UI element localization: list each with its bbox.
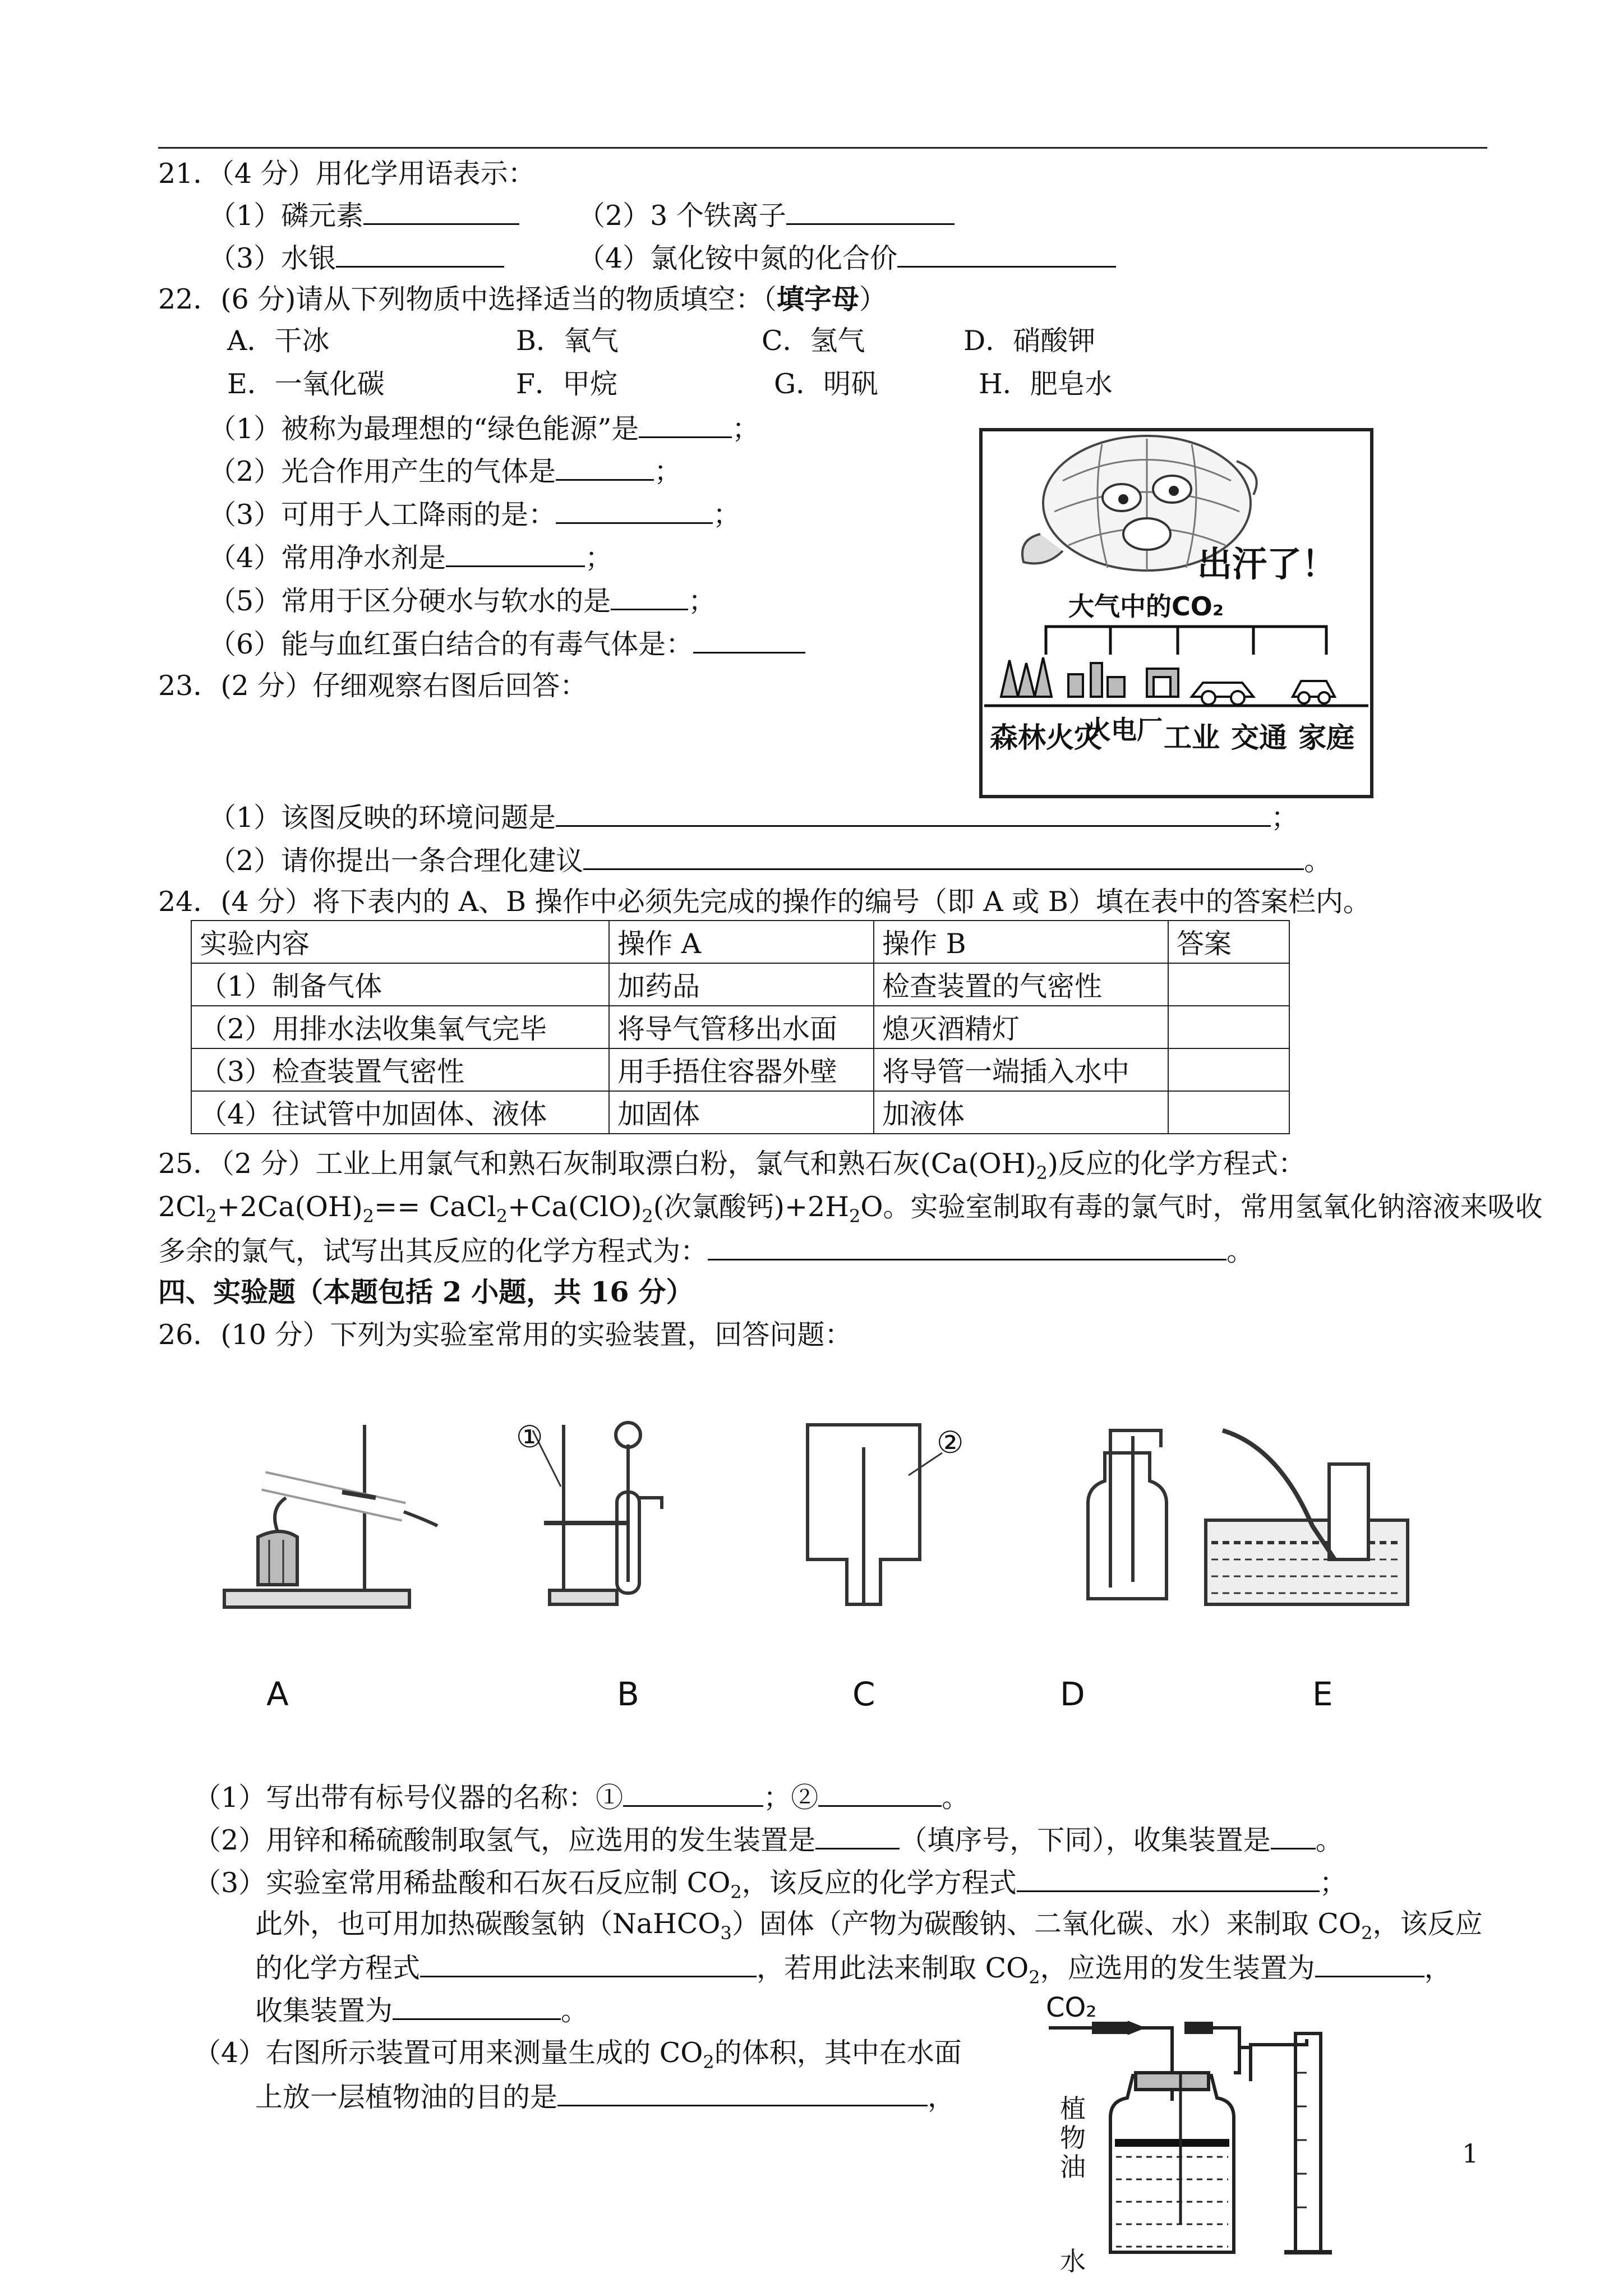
table-row	[191, 1048, 1289, 1091]
svg-text:CO₂: CO₂	[1046, 1992, 1097, 2023]
svg-text:D: D	[1060, 1675, 1085, 1713]
q22-item-5: （5）常用于区分硬水与软水的是 ；	[209, 583, 716, 618]
table-row	[191, 963, 1289, 1006]
q21-title: 21．（4 分）用化学用语表示：	[158, 158, 536, 190]
q25-line-3: 多余的氯气，试写出其反应的化学方程式为： 。	[158, 1233, 1254, 1268]
q21-item-3: （3）水银	[209, 240, 504, 275]
table-header-row	[191, 921, 1289, 963]
q22-option: H．肥皂水	[979, 368, 1113, 400]
answer-blank[interactable]	[639, 411, 732, 438]
table-cell: 检查装置的气密性	[874, 963, 1168, 1006]
svg-text:大气中的CO₂: 大气中的CO₂	[1068, 591, 1224, 622]
section-heading: 四、实验题（本题包括 2 小题，共 16 分）	[158, 1276, 694, 1308]
q26-item-4-line-2: 上放一层植物油的目的是 ，	[255, 2079, 955, 2114]
answer-blank[interactable]	[583, 843, 1304, 870]
operation-table	[191, 920, 1290, 1134]
q25-line-1: 25．（2 分）工业上用氯气和熟石灰制取漂白粉，氯气和熟石灰$(Ca(OH)_2)$反应的化学方程式：	[158, 1148, 1306, 1184]
table-header: 操作 A	[609, 921, 874, 963]
table-cell: 加药品	[609, 963, 874, 1006]
q22-item-3: （3）可用于人工降雨的是： ；	[209, 496, 740, 532]
q25-line-2: $2Cl_2+2Ca(OH)_2==$ $CaCl_2+Ca(ClO)_2$(次氯酸钙)$+2H_2O$。实验室制取有毒的氯气时，常用氢氧化钠溶液来吸收	[158, 1191, 1543, 1227]
q22-option: B．氧气	[516, 325, 619, 357]
q22-item-6: （6）能与血红蛋白结合的有毒气体是：	[209, 626, 805, 661]
answer-blank[interactable]	[818, 1779, 942, 1807]
answer-blank[interactable]	[556, 453, 654, 481]
svg-text:②: ②	[937, 1425, 964, 1460]
q22-option: A．干冰	[227, 325, 330, 357]
answer-cell[interactable]	[1168, 1006, 1289, 1048]
svg-text:①: ①	[516, 1419, 543, 1455]
table-cell: 加固体	[609, 1091, 874, 1134]
q26-item-3: （3）实验室常用稀盐酸和石灰石反应制 $CO_2$，该反应的化学方程式 ；	[193, 1865, 1347, 1900]
svg-text:森林火灾: 森林火灾	[990, 721, 1102, 754]
greenhouse-cartoon	[979, 427, 1374, 799]
table-cell: 用手捂住容器外壁	[609, 1048, 874, 1091]
answer-blank[interactable]	[336, 240, 504, 268]
answer-blank[interactable]	[420, 1950, 757, 1977]
answer-blank[interactable]	[556, 799, 1271, 827]
q26-item-4: （4）右图所示装置可用来测量生成的 $CO_2$的体积，其中在水面	[193, 2037, 962, 2073]
svg-text:家庭: 家庭	[1298, 721, 1354, 754]
answer-blank[interactable]	[1315, 1950, 1424, 1977]
answer-blank[interactable]	[446, 540, 585, 567]
svg-text:A: A	[266, 1675, 289, 1713]
table-cell: （4）往试管中加固体、液体	[191, 1091, 609, 1134]
answer-blank[interactable]	[693, 626, 805, 654]
answer-cell[interactable]	[1168, 1048, 1289, 1091]
svg-text:E: E	[1312, 1675, 1333, 1713]
svg-text:交通: 交通	[1231, 721, 1287, 754]
q22-item-4: （4）常用净水剂是 ；	[209, 540, 612, 575]
answer-blank[interactable]	[786, 197, 955, 225]
oil-label-2: 物	[1060, 2123, 1086, 2153]
q21-item-2: （2）3 个铁离子	[578, 197, 955, 233]
table-row	[191, 1091, 1289, 1134]
answer-cell[interactable]	[1168, 1091, 1289, 1134]
svg-text:B: B	[617, 1675, 639, 1713]
answer-blank[interactable]	[1017, 1865, 1320, 1892]
answer-cell[interactable]	[1168, 963, 1289, 1006]
q23-title: 23．(2 分）仔细观察右图后回答：	[158, 670, 588, 702]
table-cell: 将导气管移出水面	[609, 1006, 874, 1048]
q26-title: 26．(10 分）下列为实验室常用的实验装置，回答问题：	[158, 1319, 852, 1351]
q22-item-1: （1）被称为最理想的“绿色能源”是 ；	[209, 411, 759, 446]
answer-blank[interactable]	[557, 2079, 928, 2106]
q22-option: E．一氧化碳	[227, 368, 385, 400]
q21-item-4: （4）氯化铵中氮的化合价	[578, 240, 1116, 275]
table-cell: （3）检查装置气密性	[191, 1048, 609, 1091]
answer-blank[interactable]	[708, 1233, 1227, 1260]
q22-option: C．氢气	[762, 325, 865, 357]
co2-volume-apparatus	[1043, 1989, 1391, 2280]
table-header: 实验内容	[191, 921, 609, 963]
page-number: 1	[1462, 2138, 1479, 2169]
q26-item-3-line-3: 的化学方程式 ，若用此法来制取 $CO_2$，应选用的发生装置为 ，	[255, 1950, 1452, 1985]
answer-blank[interactable]	[556, 496, 713, 524]
header-rule	[158, 147, 1487, 149]
table-cell: （2）用排水法收集氧气完毕	[191, 1006, 609, 1048]
table-cell: 将导管一端插入水中	[874, 1048, 1168, 1091]
answer-blank[interactable]	[363, 197, 519, 225]
q22-option: F．甲烷	[516, 368, 617, 400]
answer-blank[interactable]	[623, 1779, 763, 1807]
svg-text:工业: 工业	[1164, 721, 1220, 754]
table-header: 操作 B	[874, 921, 1168, 963]
answer-blank[interactable]	[897, 240, 1116, 268]
svg-text:火电厂: 火电厂	[1085, 715, 1163, 745]
table-cell: 加液体	[874, 1091, 1168, 1134]
q23-item-2: （2）请你提出一条合理化建议 。	[209, 843, 1331, 878]
oil-label-3: 油	[1060, 2152, 1086, 2182]
q24-title: 24．(4 分）将下表内的 A、B 操作中必须先完成的操作的编号（即 A 或 B）填在表中的答案栏内。	[158, 886, 1371, 918]
table-cell: 熄灭酒精灯	[874, 1006, 1168, 1048]
q23-item-1: （1）该图反映的环境问题是 ；	[209, 799, 1298, 835]
q26-item-3-line-4: 收集装置为 。	[255, 1993, 588, 2028]
q22-title: 22．(6 分)请从下列物质中选择适当的物质填空：（填字母）	[158, 283, 887, 315]
q26-item-3-line-2: 此外，也可用加热碳酸氢钠（NaHCO$_3$）固体（产物为碳酸钠、二氧化碳、水）来制取 $CO_2$，该反应	[255, 1908, 1483, 1944]
q22-option: G．明矾	[774, 368, 879, 400]
svg-text:水: 水	[1060, 2246, 1086, 2276]
svg-text:C: C	[852, 1675, 875, 1713]
oil-label-1: 植	[1060, 2093, 1086, 2124]
q26-item-1: （1）写出带有标号仪器的名称：① ；② 。	[193, 1779, 969, 1815]
svg-text:出汗了！: 出汗了！	[1197, 544, 1337, 585]
table-cell: （1）制备气体	[191, 963, 609, 1006]
q22-option: D．硝酸钾	[963, 325, 1096, 357]
lab-apparatus-figure	[213, 1414, 1481, 1728]
table-header: 答案	[1168, 921, 1289, 963]
answer-blank[interactable]	[1271, 1822, 1316, 1849]
answer-blank[interactable]	[393, 1993, 561, 2020]
q26-item-2: （2）用锌和稀硫酸制取氢气，应选用的发生装置是 （填序号，下同），收集装置是 。	[193, 1822, 1343, 1857]
answer-blank[interactable]	[815, 1822, 900, 1849]
q21-item-1: （1）磷元素	[209, 197, 519, 233]
table-row	[191, 1006, 1289, 1048]
q22-item-2: （2）光合作用产生的气体是 ；	[209, 453, 681, 489]
answer-blank[interactable]	[611, 583, 688, 610]
